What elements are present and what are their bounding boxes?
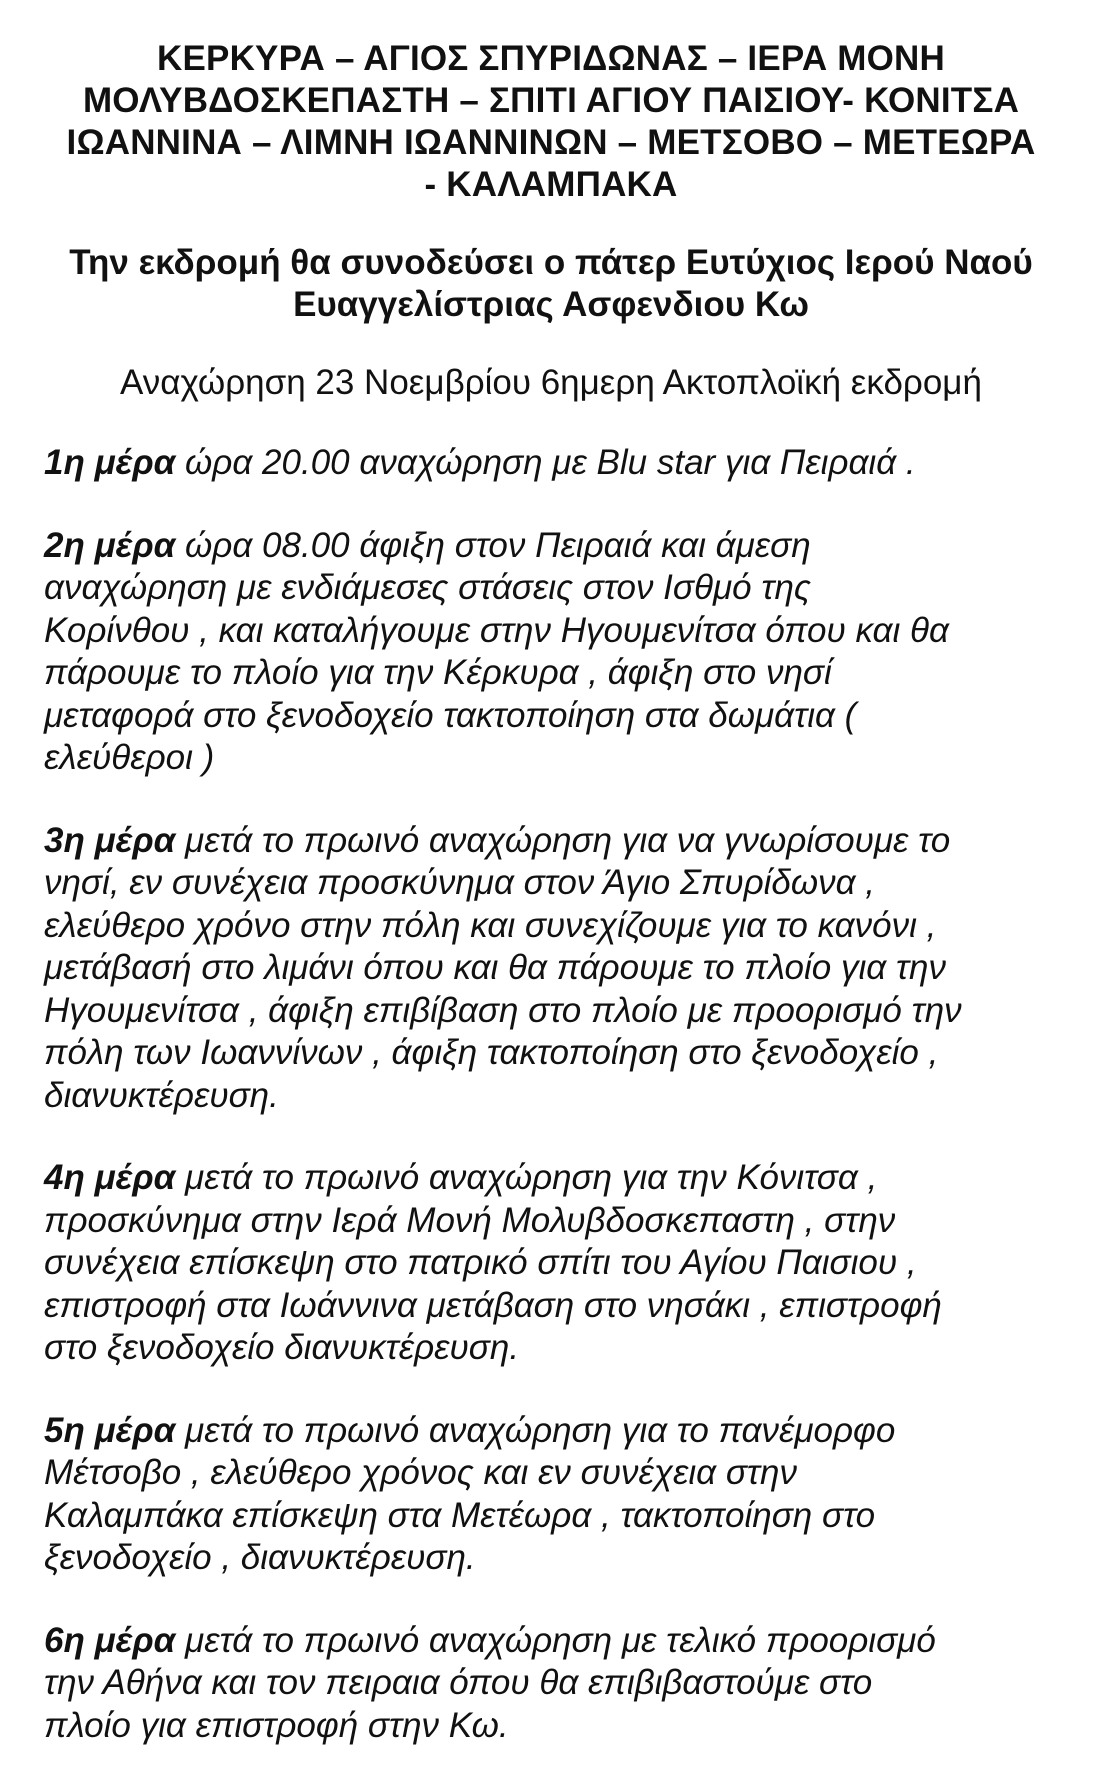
escort-line: Την εκδρομή θα συνοδεύσει ο πάτερ Ευτύχιος Ιερού Ναού [69, 243, 1033, 282]
day-text: ώρα 20.00 αναχώρηση με Blu star για Πειραιά . [175, 443, 916, 482]
day-line [44, 820, 1060, 863]
day-text: συνέχεια επίσκεψη στο πατρικό σπίτι του Αγίου Παισιου , [44, 1243, 917, 1282]
day-line [44, 525, 1060, 568]
day-label: 4η μέρα [44, 1158, 176, 1197]
day-line [44, 1620, 1060, 1663]
title-line: ΙΩΑΝΝΙΝΑ – ΛΙΜΝΗ ΙΩΑΝΝΙΝΩΝ – ΜΕΤΣΟΒΟ – ΜΕΤΕΩΡΑ [66, 123, 1036, 162]
day-text: μετά το πρωινό αναχώρηση με τελικό προορισμό [175, 1620, 936, 1660]
day-label: 1η μέρα [44, 443, 176, 482]
day-2-paragraph [42, 525, 1060, 780]
title-line: ΚΕΡΚΥΡΑ – ΑΓΙΟΣ ΣΠΥΡΙΔΩΝΑΣ – ΙΕΡΑ ΜΟΝΗ [157, 39, 945, 78]
day-1-paragraph [42, 442, 1060, 485]
day-6-paragraph [42, 1620, 1060, 1748]
day-text: Καλαμπάκα επίσκεψη στα Μετέωρα , τακτοποίηση στο [44, 1495, 876, 1535]
day-text: προσκύνημα στην Ιερά Μονή Μολυβδοσκεπαστη , στην [44, 1200, 896, 1240]
day-5-paragraph [42, 1410, 1060, 1580]
day-text: Μέτσοβο , ελεύθερο χρόνος και εν συνέχεια στην [44, 1453, 797, 1492]
day-text: ξενοδοχείο , διανυκτέρευση. [44, 1538, 476, 1577]
day-line [44, 1157, 1060, 1200]
day-3-paragraph [42, 820, 1060, 1118]
day-text: ελεύθεροι ) [44, 738, 215, 777]
day-text: Ηγουμενίτσα , άφιξη επιβίβαση στο πλοίο με προορισμό την [44, 990, 962, 1030]
day-text: μετά το πρωινό αναχώρηση για να γνωρίσουμε το [175, 820, 951, 860]
day-label: 3η μέρα [44, 820, 176, 860]
departure-info: Αναχώρηση 23 Νοεμβρίου 6ημερη Ακτοπλοϊκή εκδρομή [120, 363, 982, 402]
day-text: μεταφορά στο ξενοδοχείο τακτοποίηση στα δωμάτια ( [44, 695, 857, 735]
day-text: νησί, εν συνέχεια προσκύνημα στον Άγιο Σπυρίδωνα , [44, 863, 876, 902]
day-label: 5η μέρα [44, 1410, 176, 1450]
day-label: 6η μέρα [44, 1620, 176, 1660]
day-text: διανυκτέρευση. [44, 1075, 279, 1115]
day-text: ελεύθερο χρόνο στην πόλη και συνεχίζουμε για το κανόνι , [44, 905, 937, 945]
day-text: πλοίο για επιστροφή στην Κω. [44, 1705, 509, 1745]
title-line: - ΚΑΛΑΜΠΑΚΑ [424, 165, 678, 204]
day-4-paragraph [42, 1157, 1060, 1370]
day-text: επιστροφή στα Ιωάννινα μετάβαση στο νησάκι , επιστροφή [44, 1285, 942, 1325]
day-text: στο ξενοδοχείο διανυκτέρευση. [44, 1328, 520, 1367]
escort-line: Ευαγγελίστριας Ασφενδιου Κω [293, 285, 809, 324]
day-text: μετάβασή στο λιμάνι όπου και θα πάρουμε το πλοίο για την [44, 948, 946, 987]
day-text: μετά το πρωινό αναχώρηση για την Κόνιτσα , [175, 1158, 878, 1197]
day-text: αναχώρηση με ενδιάμεσες στάσεις στον Ισθμό της [44, 568, 811, 607]
day-label: 2η μέρα [44, 525, 176, 565]
day-line [44, 442, 1060, 485]
day-line [44, 1410, 1060, 1453]
day-text: την Αθήνα και τον πειραια όπου θα επιβιβαστούμε στο [44, 1663, 873, 1702]
day-text: Κορίνθου , και καταλήγουμε στην Ηγουμενίτσα όπου και θα [44, 610, 949, 650]
escort-note [42, 242, 1060, 326]
day-text: πόλη των Ιωαννίνων , άφιξη τακτοποίηση στο ξενοδοχείο , [44, 1033, 939, 1072]
title-line: ΜΟΛΥΒΔΟΣΚΕΠΑΣΤΗ – ΣΠΙΤΙ ΑΓΙΟΥ ΠΑΙΣΙΟΥ- ΚΟΝΙΤΣΑ [82, 81, 1020, 120]
day-text: μετά το πρωινό αναχώρηση για το πανέμορφο [175, 1410, 896, 1450]
day-text: πάρουμε το πλοίο για την Κέρκυρα , άφιξη στο νησί [44, 653, 832, 692]
document-title [42, 38, 1060, 206]
day-text: ώρα 08.00 άφιξη στον Πειραιά και άμεση [175, 525, 811, 565]
